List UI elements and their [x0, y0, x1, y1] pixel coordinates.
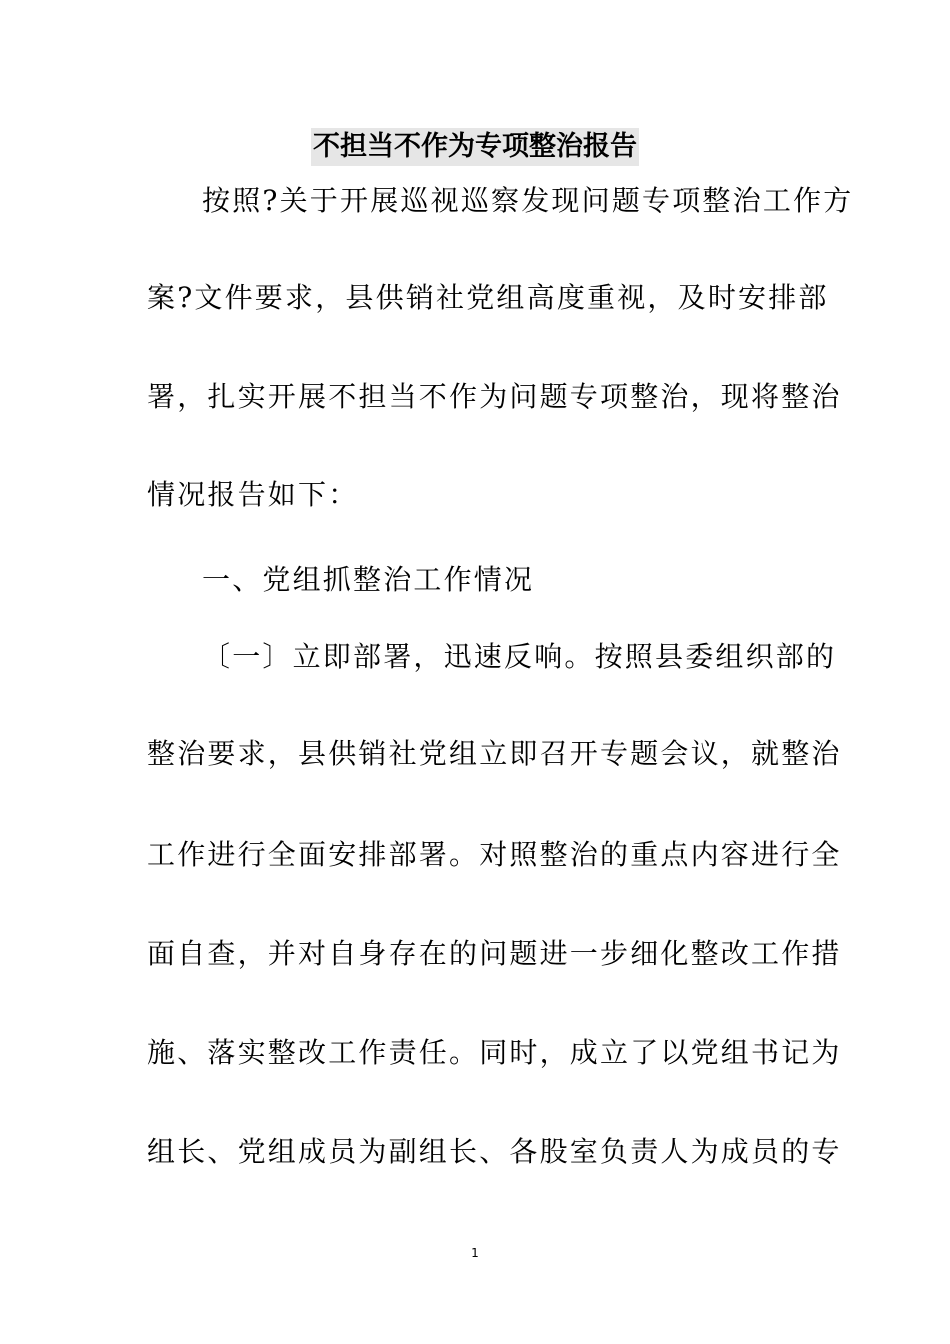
section-heading: 一、党组抓整治工作情况: [202, 563, 535, 596]
page-number: 1: [471, 1246, 479, 1260]
paragraph-line: 〔一〕立即部署，迅速反响。按照县委组织部的: [202, 640, 837, 673]
paragraph-line: 情况报告如下：: [147, 478, 359, 511]
document-title: 不担当不作为专项整治报告: [311, 128, 639, 166]
paragraph-line: 施、落实整改工作责任。同时，成立了以党组书记为: [147, 1036, 842, 1069]
paragraph-line: 案?文件要求，县供销社党组高度重视，及时安排部: [147, 281, 829, 314]
paragraph-line: 面自查，并对自身存在的问题进一步细化整改工作措: [147, 937, 842, 970]
paragraph-line: 组长、党组成员为副组长、各股室负责人为成员的专: [147, 1135, 842, 1168]
title-container: [0, 128, 950, 166]
paragraph-line: 工作进行全面安排部署。对照整治的重点内容进行全: [147, 838, 842, 871]
paragraph-line: 整治要求，县供销社党组立即召开专题会议，就整治: [147, 737, 842, 770]
paragraph-line: 署，扎实开展不担当不作为问题专项整治，现将整治: [147, 380, 842, 413]
paragraph-line: 按照?关于开展巡视巡察发现问题专项整治工作方: [202, 184, 854, 217]
